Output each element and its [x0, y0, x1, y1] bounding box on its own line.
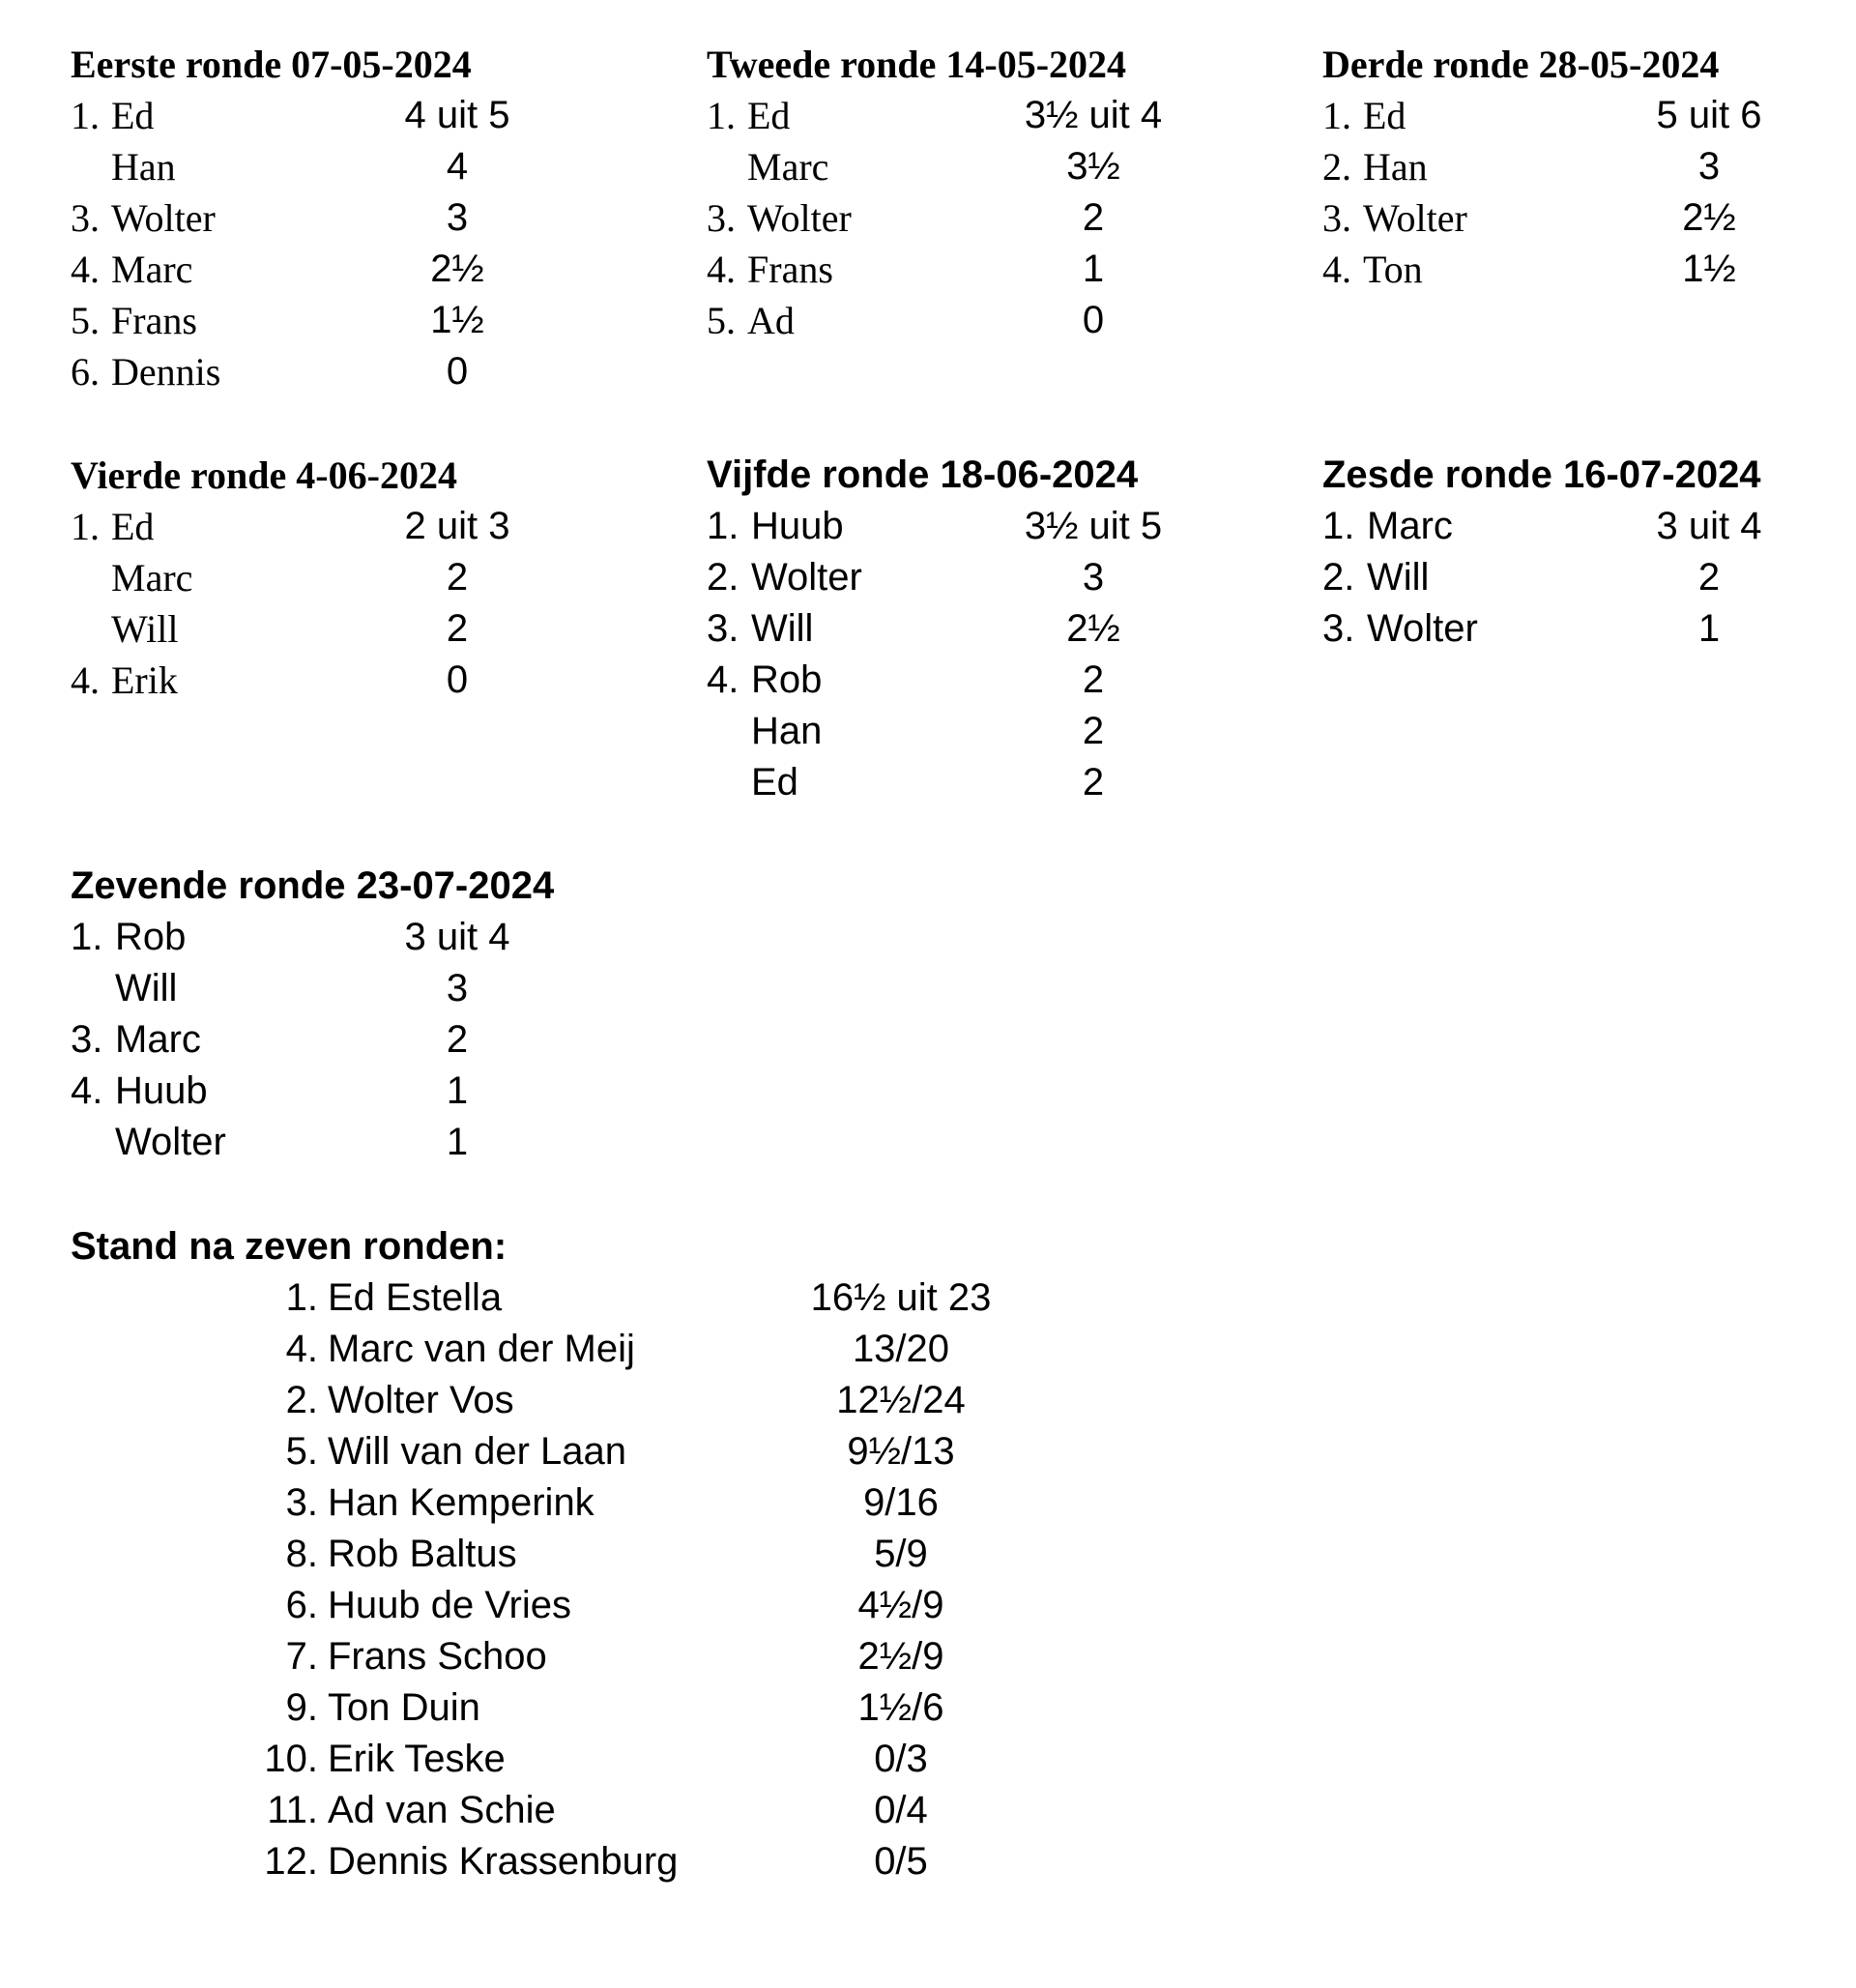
player-full-name: Wolter Vos [328, 1379, 514, 1421]
rank: 3. [1322, 196, 1351, 240]
player-name: Wolter [747, 196, 852, 240]
round-title: Derde ronde 28-05-2024 [1322, 43, 1720, 86]
result-row [71, 501, 612, 552]
round-3 [1322, 39, 1844, 295]
standings-rows [71, 1272, 1134, 1887]
player-name: Erik [111, 658, 178, 702]
result-row [707, 90, 1248, 141]
player-name: Ad [747, 299, 795, 342]
result-row [71, 655, 612, 706]
player-full-name: Ed Estella [328, 1276, 503, 1319]
player-name: Frans [111, 299, 197, 342]
score: 3½ [1066, 145, 1120, 188]
rank: 6. [285, 1584, 318, 1626]
rank: 5. [71, 299, 100, 342]
result-row [71, 295, 612, 346]
round-rows [71, 501, 612, 706]
player-full-name: Dennis Krassenburg [328, 1840, 679, 1883]
round-title: Eerste ronde 07-05-2024 [71, 43, 472, 86]
player-full-name: Ad van Schie [328, 1789, 556, 1831]
round-5 [707, 450, 1248, 808]
total-score: 1½/6 [857, 1686, 944, 1729]
result-row [707, 603, 1248, 655]
result-row [1322, 141, 1844, 192]
total-score: 9/16 [863, 1481, 939, 1524]
rank: 1. [707, 505, 740, 547]
result-row [71, 1117, 670, 1168]
rank: 4. [71, 1069, 103, 1112]
score: 5 uit 6 [1656, 94, 1762, 136]
score: 1 [1697, 607, 1721, 650]
round-rows [1322, 90, 1844, 295]
result-row [71, 1014, 670, 1066]
result-row [71, 141, 612, 192]
score: 2 [446, 1018, 469, 1061]
player-name: Han [111, 145, 176, 189]
rank: 4. [71, 658, 100, 702]
round-title: Vijfde ronde 18-06-2024 [707, 453, 1139, 496]
score: 4 uit 5 [404, 94, 510, 136]
total-score: 0/3 [874, 1738, 928, 1780]
result-row [71, 963, 670, 1014]
score: 1 [446, 1069, 469, 1112]
rank: 2. [707, 556, 740, 599]
player-full-name: Ton Duin [328, 1686, 480, 1729]
standings-row [71, 1682, 1134, 1734]
standings-row [71, 1324, 1134, 1375]
score: 0 [446, 350, 469, 393]
rank: 3. [71, 1018, 103, 1061]
score: 1½ [430, 299, 484, 341]
result-row [71, 346, 612, 397]
round-title: Vierde ronde 4-06-2024 [71, 453, 457, 497]
result-row [71, 1066, 670, 1117]
player-name: Wolter [1367, 607, 1478, 650]
player-name: Ed [111, 94, 155, 137]
round-6 [1322, 450, 1844, 655]
score: 1 [1082, 248, 1105, 290]
score: 3 [446, 967, 469, 1009]
result-row [71, 603, 612, 655]
rank: 1. [71, 94, 100, 137]
result-row [707, 706, 1248, 757]
rank: 2. [1322, 145, 1351, 189]
total-score: 9½/13 [847, 1430, 955, 1473]
rank: 2. [285, 1379, 318, 1421]
rank: 8. [285, 1533, 318, 1575]
rank: 4. [707, 248, 736, 291]
round-rows [1322, 501, 1844, 655]
standings-row [71, 1836, 1134, 1887]
rank: 9. [285, 1686, 318, 1729]
player-name: Wolter [115, 1121, 226, 1163]
total-score: 0/4 [874, 1789, 928, 1831]
standings-row [71, 1272, 1134, 1324]
score: 2½ [1066, 607, 1120, 650]
player-name: Will [751, 607, 814, 650]
score: 3½ uit 5 [1024, 505, 1163, 547]
total-score: 5/9 [874, 1533, 928, 1575]
result-row [707, 757, 1248, 808]
score: 3 [446, 196, 469, 239]
rank: 3. [285, 1481, 318, 1524]
round-rows [71, 912, 670, 1168]
rank: 1. [285, 1276, 318, 1319]
rank: 5. [707, 299, 736, 342]
result-row [1322, 501, 1844, 552]
result-row [707, 141, 1248, 192]
result-row [707, 295, 1248, 346]
standings-row [71, 1734, 1134, 1785]
score: 2 [446, 607, 469, 650]
score: 3 [1697, 145, 1721, 188]
rank: 2. [1322, 556, 1355, 599]
standings [71, 1221, 1134, 1887]
score: 3 uit 4 [404, 916, 510, 958]
standings-row [71, 1375, 1134, 1426]
score: 0 [1082, 299, 1105, 341]
result-row [707, 192, 1248, 244]
player-name: Marc [747, 145, 829, 189]
rank: 3. [707, 607, 740, 650]
round-rows [707, 501, 1248, 808]
player-name: Dennis [111, 350, 221, 394]
player-name: Marc [111, 248, 193, 291]
player-full-name: Rob Baltus [328, 1533, 517, 1575]
standings-row [71, 1785, 1134, 1836]
score: 3½ uit 4 [1024, 94, 1163, 136]
score: 1½ [1682, 248, 1736, 290]
player-full-name: Erik Teske [328, 1738, 506, 1780]
rank: 1. [71, 916, 103, 958]
player-name: Ed [751, 761, 798, 804]
score: 2 [1082, 761, 1105, 804]
round-4 [71, 450, 612, 706]
standings-row [71, 1631, 1134, 1682]
result-row [71, 912, 670, 963]
rank: 1. [707, 94, 736, 137]
result-row [71, 90, 612, 141]
round-rows [707, 90, 1248, 346]
player-name: Will [115, 967, 178, 1009]
player-full-name: Will van der Laan [328, 1430, 627, 1473]
total-score: 0/5 [874, 1840, 928, 1883]
player-name: Rob [115, 916, 187, 958]
round-title: Zevende ronde 23-07-2024 [71, 864, 555, 907]
result-row [1322, 244, 1844, 295]
player-name: Marc [1367, 505, 1453, 547]
rank: 10. [264, 1738, 318, 1780]
standings-title: Stand na zeven ronden: [71, 1225, 508, 1268]
result-row [1322, 90, 1844, 141]
rank: 4. [1322, 248, 1351, 291]
score: 3 [1082, 556, 1105, 599]
rank: 1. [1322, 94, 1351, 137]
result-row [71, 192, 612, 244]
result-row [1322, 603, 1844, 655]
rank: 3. [707, 196, 736, 240]
player-name: Huub [115, 1069, 208, 1112]
player-name: Ed [747, 94, 791, 137]
rank: 1. [1322, 505, 1355, 547]
rank: 3. [1322, 607, 1355, 650]
score: 2½ [430, 248, 484, 290]
player-full-name: Huub de Vries [328, 1584, 571, 1626]
result-row [707, 655, 1248, 706]
player-name: Ed [1363, 94, 1406, 137]
score: 1 [446, 1121, 469, 1163]
player-full-name: Han Kemperink [328, 1481, 594, 1524]
result-row [707, 552, 1248, 603]
player-name: Wolter [751, 556, 862, 599]
score: 2 [1082, 710, 1105, 752]
standings-row [71, 1580, 1134, 1631]
rank: 4. [707, 658, 740, 701]
player-name: Marc [115, 1018, 201, 1061]
result-row [71, 244, 612, 295]
score: 2 uit 3 [404, 505, 510, 547]
player-name: Frans [747, 248, 833, 291]
player-name: Wolter [111, 196, 216, 240]
player-name: Will [1367, 556, 1430, 599]
score: 0 [446, 658, 469, 701]
round-title: Zesde ronde 16-07-2024 [1322, 453, 1761, 496]
result-row [1322, 192, 1844, 244]
result-row [1322, 552, 1844, 603]
score: 3 uit 4 [1656, 505, 1762, 547]
score: 2 [1082, 658, 1105, 701]
standings-row [71, 1529, 1134, 1580]
round-7 [71, 861, 670, 1168]
score: 2 [1082, 196, 1105, 239]
total-score: 2½/9 [857, 1635, 944, 1678]
score: 2½ [1682, 196, 1736, 239]
round-2 [707, 39, 1248, 346]
rank: 4. [285, 1328, 318, 1370]
player-name: Rob [751, 658, 823, 701]
player-name: Wolter [1363, 196, 1467, 240]
player-name: Han [751, 710, 823, 752]
rank: 6. [71, 350, 100, 394]
total-score: 16½ uit 23 [810, 1276, 992, 1319]
result-row [707, 501, 1248, 552]
player-name: Ed [111, 505, 155, 548]
player-name: Ton [1363, 248, 1423, 291]
round-rows [71, 90, 612, 397]
rank: 11. [267, 1789, 318, 1831]
player-name: Han [1363, 145, 1428, 189]
player-name: Marc [111, 556, 193, 599]
result-row [707, 244, 1248, 295]
result-row [71, 552, 612, 603]
score: 2 [446, 556, 469, 599]
rank: 4. [71, 248, 100, 291]
standings-row [71, 1477, 1134, 1529]
score: 2 [1697, 556, 1721, 599]
round-1 [71, 39, 612, 397]
rank: 7. [285, 1635, 318, 1678]
score: 4 [446, 145, 469, 188]
rank: 5. [285, 1430, 318, 1473]
player-name: Huub [751, 505, 844, 547]
rank: 1. [71, 505, 100, 548]
total-score: 13/20 [852, 1328, 950, 1370]
player-full-name: Frans Schoo [328, 1635, 547, 1678]
round-title: Tweede ronde 14-05-2024 [707, 43, 1127, 86]
player-full-name: Marc van der Meij [328, 1328, 635, 1370]
player-name: Will [111, 607, 179, 651]
total-score: 12½/24 [836, 1379, 966, 1421]
rank: 12. [264, 1840, 318, 1883]
total-score: 4½/9 [857, 1584, 944, 1626]
standings-row [71, 1426, 1134, 1477]
rank: 3. [71, 196, 100, 240]
